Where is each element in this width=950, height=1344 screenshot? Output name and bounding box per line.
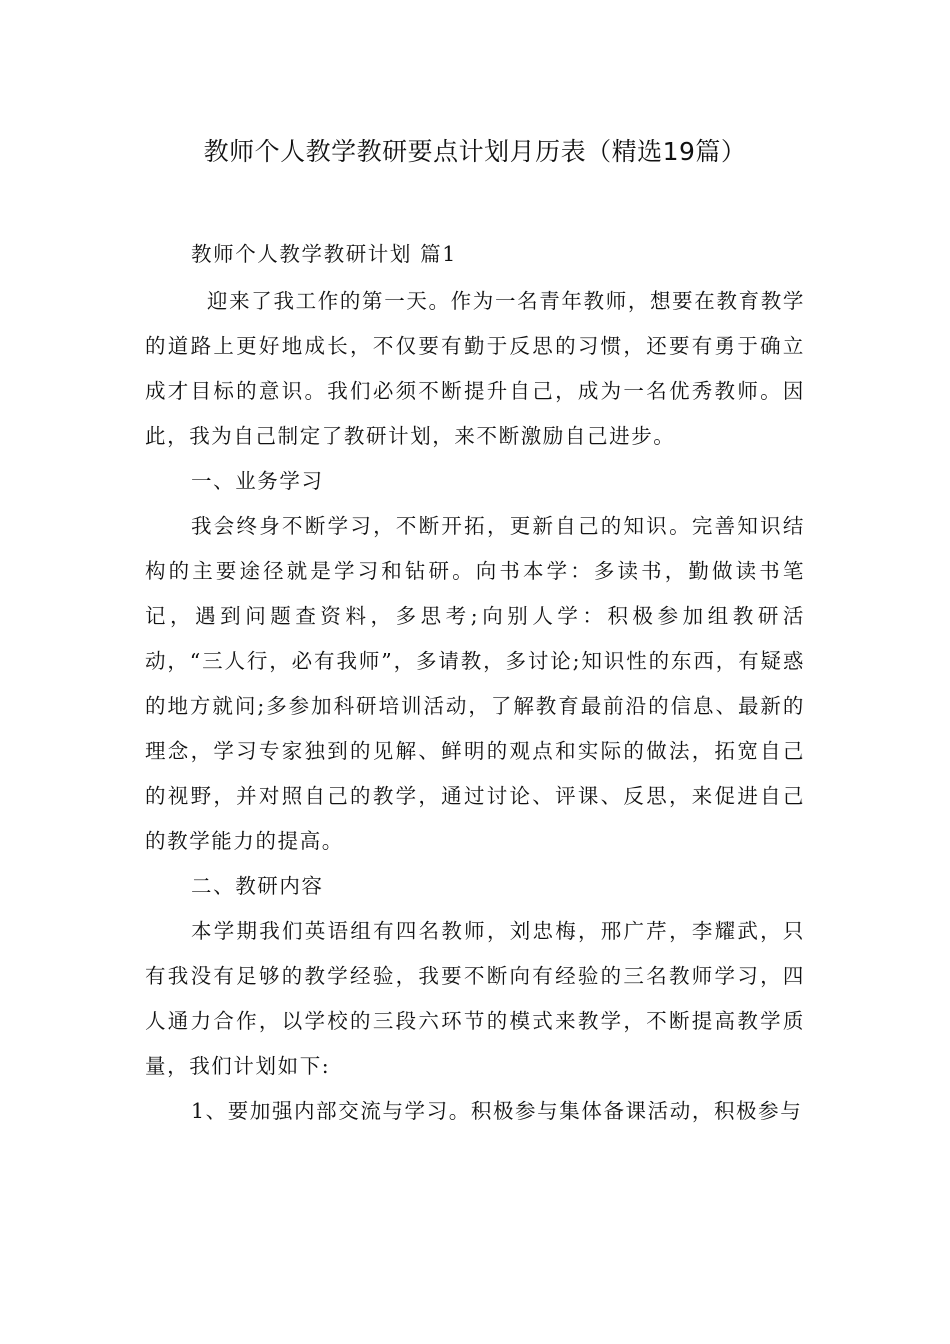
paragraph-research: 本学期我们英语组有四名教师，刘忠梅，邢广芹，李耀武，只有我没有足够的教学经验，我要不断向有经验的三名教师学习，四人通力合作，以学校的三段六环节的模式来教学，不断提高教学质量，我们计划如下: — [145, 919, 805, 1078]
paragraph-intro: 迎来了我工作的第一天。作为一名青年教师，想要在教育教学的道路上更好地成长，不仅要有勤于反思的习惯，还要有勇于确立成才目标的意识。我们必须不断提升自己，成为一名优秀教师。因此，我为自己制定了教研计划，来不断激励自己进步。 — [145, 289, 805, 448]
document-title: 教师个人教学教研要点计划月历表（精选19篇） — [203, 137, 747, 166]
section-subtitle: 教师个人教学教研计划 篇1 — [191, 242, 457, 266]
section-heading-study: 一、业务学习 — [191, 469, 324, 493]
document-body — [145, 232, 805, 1134]
paragraph-study: 我会终身不断学习，不断开拓，更新自己的知识。完善知识结构的主要途径就是学习和钻研。向书本学：多读书，勤做读书笔记，遇到问题查资料，多思考;向别人学：积极参加组教研活动，“三人行，必有我师”，多请教，多讨论;知识性的东西，有疑惑的地方就问;多参加科研培训活动，了解教育最前沿的信息、最新的理念，学习专家独到的见解、鲜明的观点和实际的做法，拓宽自己的视野，并对照自己的教学，通过讨论、评课、反思，来促进自己的教学能力的提高。 — [145, 514, 805, 853]
paragraph-item-1: 1、要加强内部交流与学习。积极参与集体备课活动，积极参与 — [191, 1099, 803, 1123]
section-heading-research: 二、教研内容 — [191, 874, 324, 898]
